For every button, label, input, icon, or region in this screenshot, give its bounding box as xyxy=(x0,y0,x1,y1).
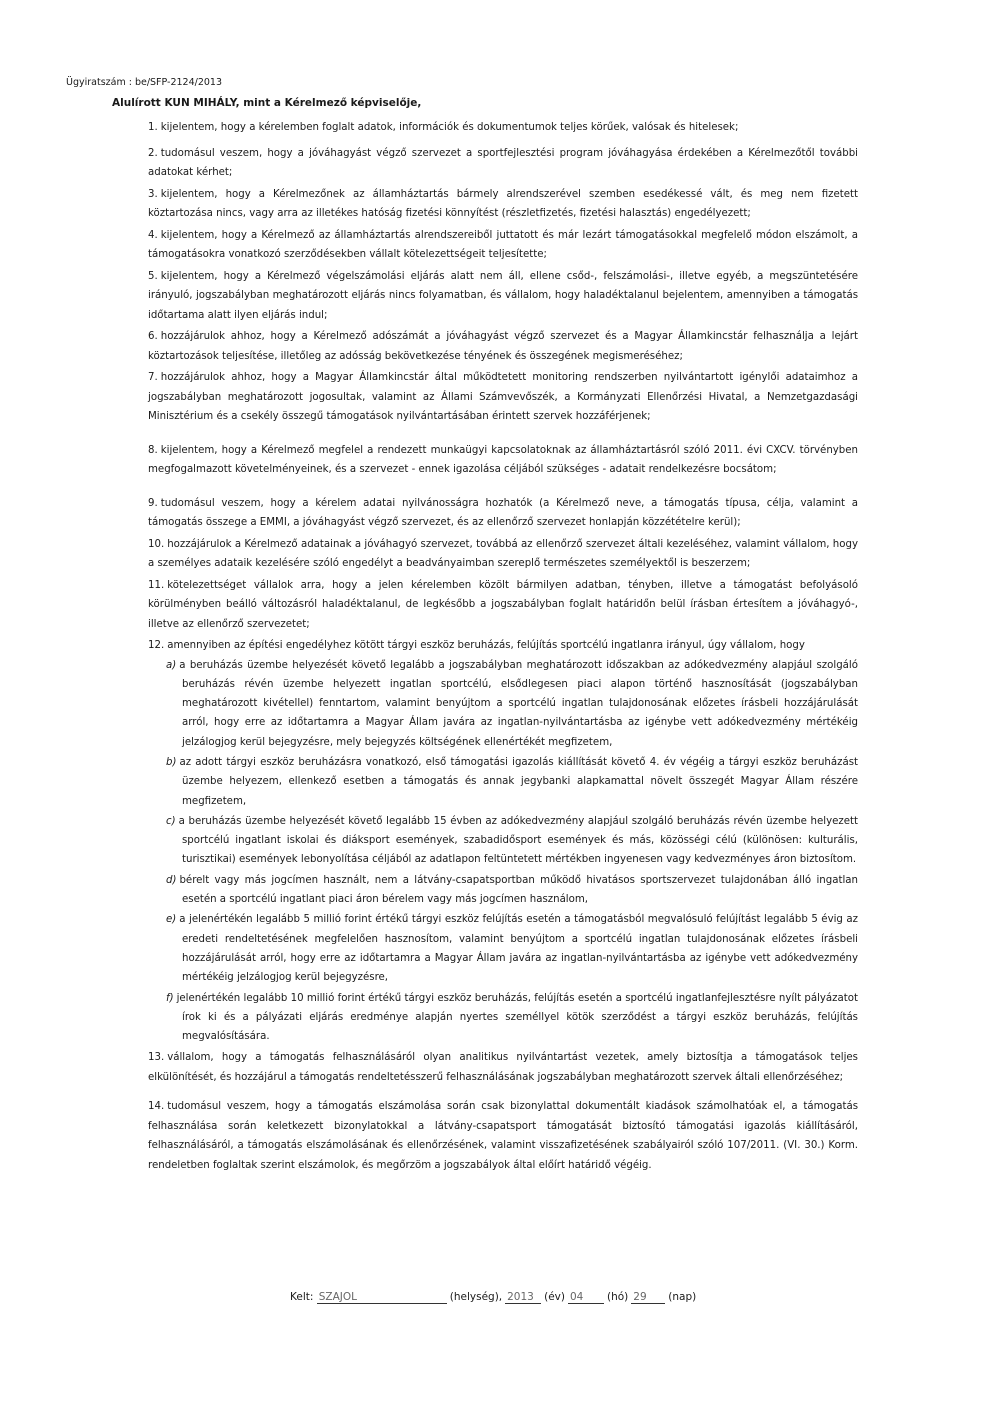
list-item xyxy=(148,636,858,1046)
sub-item-letter: d) xyxy=(166,874,177,886)
year-label: (év) xyxy=(544,1291,565,1303)
place-field: SZAJOL xyxy=(317,1291,447,1304)
date-place-line xyxy=(290,1291,699,1304)
list-item xyxy=(148,1048,858,1087)
list-item xyxy=(148,118,858,138)
item-number: 10. xyxy=(148,538,165,550)
item-text: vállalom, hogy a támogatás felhasználásáról olyan analitikus nyilvántartást vezetek, amely biztosítja a támogatások teljes elkülönítését, és hozzájárul a támogatás rendeltetésszerű felhasználásának jogszabályban meghatározott szervek általi ellenőrzéséhez; xyxy=(148,1052,858,1083)
reference-number: Ügyiratszám : be/SFP-2124/2013 xyxy=(66,77,223,88)
list-item xyxy=(148,267,858,326)
sub-item-letter: e) xyxy=(166,914,177,926)
month-field: 04 xyxy=(568,1291,604,1304)
item-number: 6. xyxy=(148,331,158,342)
day-field: 29 xyxy=(631,1291,665,1304)
item-number: 12. xyxy=(148,640,165,651)
sub-item xyxy=(148,656,858,752)
item-number: 1. xyxy=(148,122,158,133)
sub-item-text: bérelt vagy más jogcímen használt, nem a látvány-csapatsportban működő hivatásos sportszervezet tulajdonában álló ingatlan esetén a sportcélú ingatlant piaci áron bérelem vagy más jogcímen használom, xyxy=(179,874,858,906)
list-item xyxy=(148,144,858,183)
sub-item-text: a jelenértékén legalább 5 millió forint értékű tárgyi eszköz felújítás esetén a támogatásból megvalósuló felújítást legalább 5 évig az eredeti rendeltetésének megfelelően hasznosítom, valamint benyújtom a sportcélú ingatlan tulajdonosának előzetes írásbeli hozzájárulását arról, hogy erre az időtartamra a Magyar Állam javára az ingatlan-nyilvántartásba az igénybe vett adókedvezmény mértékéig jelzálogjog kerül bejegyzésre, xyxy=(179,914,858,984)
sub-list xyxy=(148,656,858,1047)
place-label: (helység), xyxy=(449,1291,503,1303)
sub-item xyxy=(148,812,858,870)
sub-item-letter: b) xyxy=(166,756,177,768)
sub-item-text: jelenértékén legalább 10 millió forint értékű tárgyi eszköz beruházás, felújítás esetén a sportcélú ingatlanfejlesztésre nyílt pályázatot írok ki és a pályázati eljárás eredménye alapján nyertes személlyel kötök szerződést a tárgyi eszköz beruházás, felújítás megvalósítására. xyxy=(176,992,858,1043)
list-item xyxy=(148,494,858,533)
month-label: (hó) xyxy=(607,1291,629,1303)
year-field: 2013 xyxy=(505,1291,541,1304)
item-text: kijelentem, hogy a Kérelmező az államháztartás alrendszereiből juttatott és már lezárt támogatásokkal megfelelő módon elszámolt, a támogatásokra vonatkozó szerződésekben vállalt kötelezettségeit teljesítette; xyxy=(148,229,858,260)
list-item xyxy=(148,226,858,265)
item-number: 9. xyxy=(148,497,158,509)
item-text: kijelentem, hogy a Kérelmezőnek az államháztartás bármely alrendszerével szemben esedékessé vált, és meg nem fizetett köztartozása nincs, vagy arra az illetékes hatóság fizetési könnyítést (részletfizetés, fizetési halasztás) engedélyezett; xyxy=(148,188,858,219)
list-item xyxy=(148,535,858,574)
item-text: kijelentem, hogy a Kérelmező megfelel a rendezett munkaügyi kapcsolatoknak az államháztartásról szóló 2011. évi CXCV. törvényben megfogalmazott követelményeinek, és a szervezet - ennek igazolása céljából szükséges - adatait rendelkezésre bocsátom; xyxy=(148,444,858,475)
list-item xyxy=(148,441,858,480)
declaration-intro: Alulírott KUN MIHÁLY, mint a Kérelmező képviselője, xyxy=(112,97,422,109)
item-text: hozzájárulok ahhoz, hogy a Kérelmező adószámát a jóváhagyást végző szervezet és a Magyar Államkincstár felhasználja a lejárt köztartozások teljesítése, illetőleg az adósság bekövetkezése tényének és összegének megismeréséhez; xyxy=(148,331,858,362)
list-item xyxy=(148,368,858,427)
sub-item xyxy=(148,910,858,987)
item-text: kijelentem, hogy a kérelemben foglalt adatok, információk és dokumentumok teljes körűek, valósak és hitelesek; xyxy=(160,122,739,133)
item-number: 2. xyxy=(148,147,158,159)
sub-item-letter: c) xyxy=(166,815,176,827)
list-item xyxy=(148,1097,858,1175)
list-item xyxy=(148,576,858,635)
item-number: 7. xyxy=(148,372,158,383)
day-label: (nap) xyxy=(668,1291,697,1303)
item-text: tudomásul veszem, hogy a jóváhagyást végző szervezet a sportfejlesztési program jóváhagyása érdekében a Kérelmezőtől további adatokat kérhet; xyxy=(148,147,858,178)
sub-item-text: a beruházás üzembe helyezését követő legalább a jogszabályban meghatározott időszakban az adókedvezmény alapjául szolgáló beruházás révén üzembe helyezett ingatlan sportcélú, elsődlegesen piaci alapon történő hasznosítását (jogszabályban meghatározott kivétellel) fenntartom, valamint benyújtom a sportcélú ingatlan tulajdonosának előzetes írásbeli hozzájárulását arról, hogy erre az időtartamra a Magyar Állam javára az ingatlan-nyilvántartásba az igénybe vett adókedvezmény mértékéig jelzálogjog kerül bejegyzésre, mely bejegyzés költségének ellenértékét megfizetem, xyxy=(179,659,858,748)
sub-item-letter: f) xyxy=(166,992,174,1004)
item-text: hozzájárulok ahhoz, hogy a Magyar Államkincstár által működtetett monitoring rendszerben nyilvántartott igénylői adataimhoz a jogszabályban meghatározott jogosultak, valamint az Állami Számvevőszék, a Kormányzati Ellenőrzési Hivatal, a Nemzetgazdasági Minisztérium és a csekély összegű támogatások nyilvántartásában érintett szervek hozzáférjenek; xyxy=(148,372,858,422)
item-number: 3. xyxy=(148,188,158,200)
kelt-label: Kelt: xyxy=(290,1291,314,1303)
item-text: kötelezettséget vállalok arra, hogy a jelen kérelemben közölt bármilyen adatban, tényben, illetve a támogatást befolyásoló körülményben beálló változásról haladéktalanul, de legkésőbb a jogszabályban foglalt határidőn belül írásban értesítem a jóváhagyó-, illetve az ellenőrző szervezetet; xyxy=(148,579,858,630)
item-text: tudomásul veszem, hogy a támogatás elszámolása során csak bizonylattal dokumentált kiadások számolhatóak el, a támogatás felhasználása során keletkezett bizonylatokkal a látvány-csapatsport támogatását biztosító támogatási igazolás kiállításáról, felhasználásáról, a támogatás elszámolásának és ellenőrzésének, valamint visszafizetésének szabályairól szóló 107/2011. (VI. 30.) Korm. rendeletben foglaltak szerint elszámolok, és megőrzöm a jogszabályok által előírt határidő végéig. xyxy=(148,1101,858,1171)
item-number: 14. xyxy=(148,1101,165,1113)
sub-item-letter: a) xyxy=(166,659,177,671)
sub-item xyxy=(148,989,858,1047)
item-number: 13. xyxy=(148,1052,165,1064)
item-number: 8. xyxy=(148,444,158,456)
item-text: kijelentem, hogy a Kérelmező végelszámolási eljárás alatt nem áll, ellene csőd-, felszámolási-, illetve egyéb, a megszüntetésére irányuló, jogszabályban meghatározott eljárás nincs folyamatban, és vállalom, hogy haladéktalanul bejelentem, amennyiben a támogatás időtartama alatt ilyen eljárás indul; xyxy=(148,270,858,321)
item-number: 11. xyxy=(148,579,165,591)
sub-item-text: a beruházás üzembe helyezését követő legalább 15 évben az adókedvezmény alapjául szolgáló beruházás révén üzembe helyezett sportcélú ingatlant iskolai és diáksport események, szabadidősport események és más, közösségi célú (különösen: kulturális, turisztikai) események lebonyolítása céljából az adatlapon feltüntetett mértékben ingyenesen vagy kedvezményes áron biztosítom. xyxy=(178,815,858,866)
declaration-list xyxy=(148,118,858,1177)
sub-item xyxy=(148,753,858,811)
list-item xyxy=(148,327,858,366)
sub-item xyxy=(148,871,858,910)
sub-item-text: az adott tárgyi eszköz beruházásra vonatkozó, első támogatási igazolás kiállítását követő 4. év végéig a tárgyi eszköz beruházást üzembe helyezem, ellenkező esetben a támogatás és annak jegybanki alapkamattal növelt összegét Magyar Állam részére megfizetem, xyxy=(179,756,858,807)
list-item xyxy=(148,185,858,224)
item-text: amennyiben az építési engedélyhez kötött tárgyi eszköz beruházás, felújítás sportcélú ingatlanra irányul, úgy vállalom, hogy xyxy=(167,640,805,651)
item-number: 4. xyxy=(148,229,158,241)
item-number: 5. xyxy=(148,270,158,282)
item-text: hozzájárulok a Kérelmező adatainak a jóváhagyó szervezet, továbbá az ellenőrző szervezet általi kezeléséhez, valamint vállalom, hogy a személyes adataik kezelésére szóló engedélyt a beadványaimban szereplő természetes személyektől is beszerzem; xyxy=(148,538,858,569)
item-text: tudomásul veszem, hogy a kérelem adatai nyilvánosságra hozhatók (a Kérelmező neve, a támogatás típusa, célja, valamint a támogatás összege a EMMI, a jóváhagyást végző szervezet, és az ellenőrző szervezet honlapján közzétételre kerül); xyxy=(148,497,858,528)
